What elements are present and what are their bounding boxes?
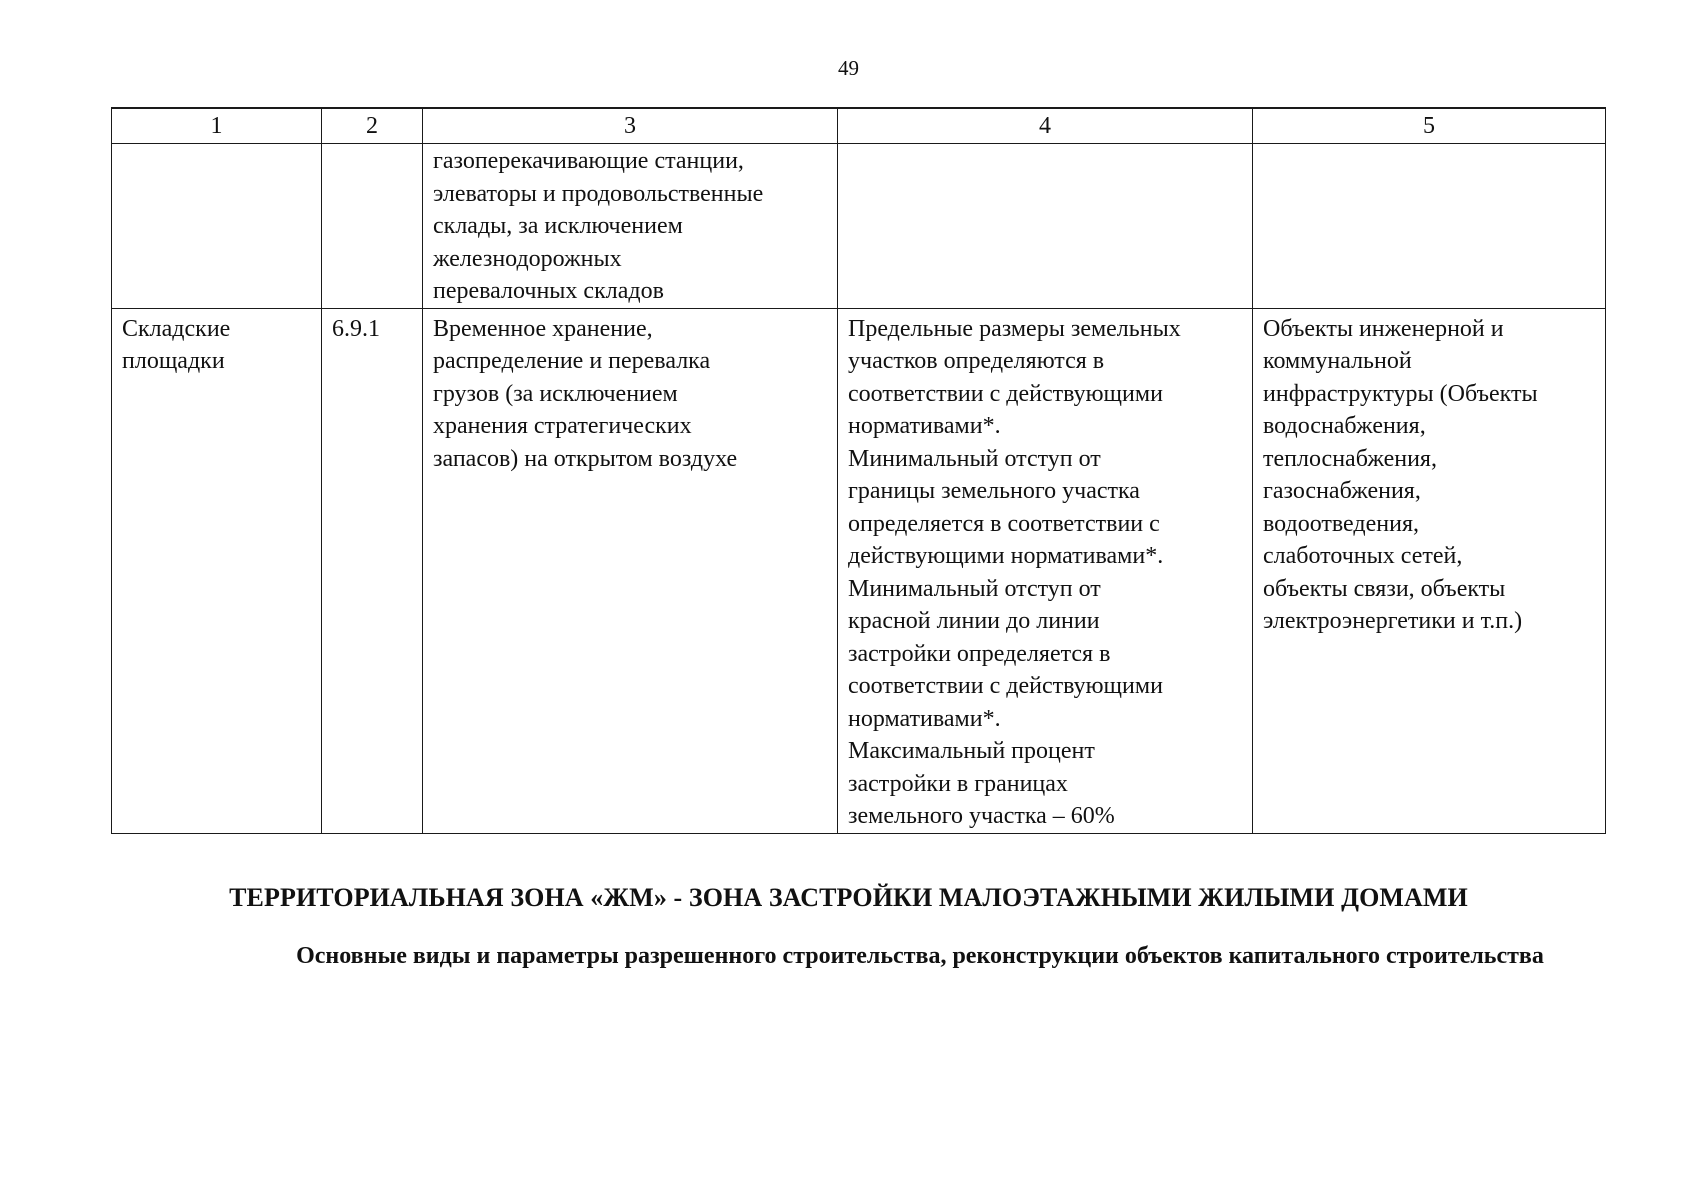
table-row [112,144,1606,309]
zone-title: ТЕРРИТОРИАЛЬНАЯ ЗОНА «ЖМ» - ЗОНА ЗАСТРОЙКИ МАЛОЭТАЖНЫМИ ЖИЛЫМИ ДОМАМИ [229,883,1468,912]
table-cell: Объекты инженерной и коммунальной инфраструктуры (Объекты водоснабжения, теплоснабжения, газоснабжения, водоотведения, слаботочных сетей, объекты связи, объекты электроэнергетики и т.п.) [1253,308,1606,833]
table-cell: 6.9.1 [322,308,423,833]
table-cell [322,144,423,309]
column-header: 5 [1253,108,1606,144]
table-header-row [112,108,1606,144]
table-cell: Складские площадки [112,308,322,833]
column-header: 2 [322,108,423,144]
table-cell: Временное хранение, распределение и перевалка грузов (за исключением хранения стратегических запасов) на открытом воздухе [423,308,838,833]
table-cell [112,144,322,309]
table-cell [1253,144,1606,309]
column-header: 3 [423,108,838,144]
table-cell [838,144,1253,309]
page-number: 49 [838,56,859,80]
table-row [112,308,1606,833]
section-subtitle: Основные виды и параметры разрешенного строительства, реконструкции объектов капитального строительства [296,943,1544,969]
land-use-table [111,107,1606,834]
column-header: 4 [838,108,1253,144]
table-cell: газоперекачивающие станции, элеваторы и продовольственные склады, за исключением железнодорожных перевалочных складов [423,144,838,309]
column-header: 1 [112,108,322,144]
table-cell: Предельные размеры земельных участков определяются в соответствии с действующими нормативами*. Минимальный отступ от границы земельного участка определяется в соответствии с действующими нормативами*. Минимальный отступ от красной линии до линии застройки определяется в соответствии с действующими нормативами*. Максимальный процент застройки в границах земельного участка – 60% [838,308,1253,833]
